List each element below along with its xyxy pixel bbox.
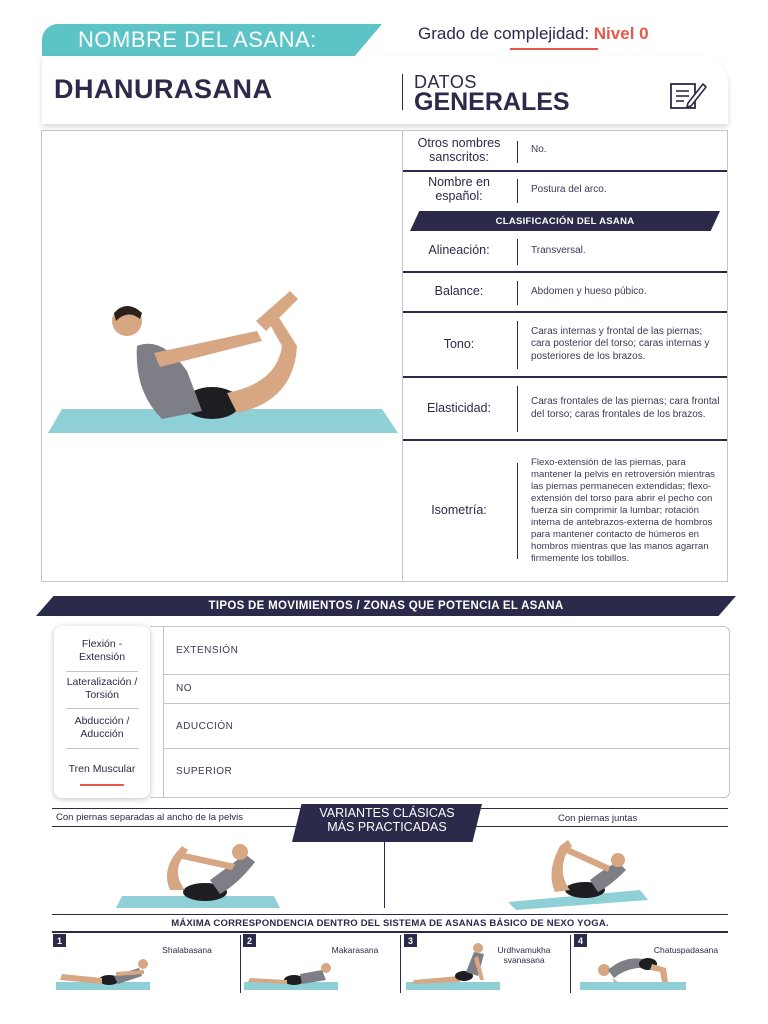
row-elasticidad <box>403 378 727 441</box>
section-title-line1: DATOS <box>414 72 477 92</box>
mov-value-flexion: EXTENSIÓN <box>176 645 239 656</box>
variants-title-line1: VARIANTES CLÁSICAS <box>319 806 455 820</box>
movements-divider <box>163 626 164 798</box>
mov-value-lateralizacion: NO <box>176 683 192 694</box>
row-label: Otros nombres sanscritos: <box>417 135 501 164</box>
row-tick <box>517 281 518 305</box>
row-label: Elasticidad: <box>427 400 491 415</box>
correspondence-number-2: 2 <box>243 934 256 947</box>
dhanurasana-pose-illustration <box>42 131 402 581</box>
mov-value-abduccion: ADUCCIÓN <box>176 721 234 732</box>
correspondence-divider <box>400 935 401 993</box>
row-label: Alineación: <box>428 243 490 258</box>
complexity-underline <box>510 48 598 50</box>
mov-row-line <box>163 748 729 749</box>
correspondence-title: MÁXIMA CORRESPONDENCIA DENTRO DEL SISTEMA DE ASANAS BÁSICO DE NEXO YOGA. <box>171 918 609 929</box>
variants-title-line2: MÁS PRACTICADAS <box>327 820 447 835</box>
mov-row-line <box>163 703 729 704</box>
chatuspadasana-illustration <box>578 946 688 992</box>
correspondence-divider <box>570 935 571 993</box>
correspondence-name-1: Shalabasana <box>162 945 212 955</box>
row-tono <box>403 313 727 378</box>
shalabasana-illustration <box>54 952 154 992</box>
complexity-level: Nivel 0 <box>593 24 649 43</box>
row-value: Postura del arco. <box>531 183 607 195</box>
row-value: Caras frontales de las piernas; cara frontal del torso; caras frontales de los brazos. <box>531 396 720 420</box>
variants-divider <box>384 842 385 908</box>
variant-left-illustration <box>110 832 290 912</box>
urdhvamukha-svanasana-illustration <box>404 940 504 992</box>
correspondence-number-1: 1 <box>53 934 66 947</box>
mov-label-tren: Tren Muscular <box>68 763 136 776</box>
tren-underline <box>80 784 124 786</box>
section-title-line2: GENERALES <box>414 88 570 116</box>
row-label: Isometría: <box>431 503 487 518</box>
correspondence-name-2: Makarasana <box>331 945 379 955</box>
mov-value-tren: SUPERIOR <box>176 766 233 777</box>
row-tick <box>517 141 518 163</box>
mov-label-separator <box>66 748 138 749</box>
row-tick <box>517 239 518 265</box>
variant-right-caption: Con piernas juntas <box>558 813 638 824</box>
mov-label-flexion: Flexión - Extensión <box>78 637 126 663</box>
correspondence-divider <box>240 935 241 993</box>
variants-title <box>292 806 482 835</box>
row-tick <box>517 179 518 203</box>
asana-name: DHANURASANA <box>54 74 273 104</box>
row-tick <box>517 321 518 369</box>
mov-label-lateralizacion: Lateralización / Torsión <box>66 675 138 701</box>
movements-title: TIPOS DE MOVIMIENTOS / ZONAS QUE POTENCIA EL ASANA <box>208 600 564 612</box>
title-banner-text: NOMBRE DEL ASANA: <box>78 27 317 52</box>
header-divider <box>402 74 403 110</box>
correspondence-name-4: Chatuspadasana <box>653 945 719 955</box>
makarasana-illustration <box>242 952 342 992</box>
row-value: Abdomen y hueso púbico. <box>531 285 647 297</box>
row-balance <box>403 273 727 313</box>
row-label: Balance: <box>434 284 484 299</box>
main-photo-frame <box>41 130 403 582</box>
correspondence-line-top <box>52 914 728 915</box>
row-value: Caras internas y frontal de las piernas; cara posterior del torso; caras internas y posteriores de los brazos. <box>531 326 710 362</box>
row-otros-nombres <box>403 131 727 172</box>
variant-left-caption: Con piernas separadas al ancho de la pelvis <box>56 812 243 823</box>
row-tick <box>517 386 518 432</box>
row-label: Tono: <box>443 336 475 351</box>
row-value: Transversal. <box>531 244 586 256</box>
complexity-label <box>418 24 649 44</box>
correspondence-number-3: 3 <box>404 934 417 947</box>
row-nombre-espanol <box>403 172 727 208</box>
classification-title: CLASIFICACIÓN DEL ASANA <box>495 215 635 227</box>
row-alineacion <box>403 231 727 273</box>
correspondence-name-3: Urdhvamukha svanasana <box>497 945 551 966</box>
correspondence-line-bottom <box>52 931 728 933</box>
row-isometria <box>403 441 727 581</box>
mov-row-line <box>163 674 729 675</box>
correspondence-number-4: 4 <box>574 934 587 947</box>
row-label: Nombre en español: <box>428 175 490 203</box>
mov-label-separator <box>66 708 138 709</box>
row-value: Flexo-extensión de las piernas, para mantener la pelvis en retroversión mientras las piernas permanecen extendidas; flexo-extensión del torso para abrir el pecho con fuerza sin comprimir la lumbar; rotación interna de antebrazos-externa de hombros para mantener contacto de húmeros en hombros mientras que las manos agarran firmemente los tobillos. <box>531 457 715 564</box>
document-edit-icon <box>668 78 708 112</box>
row-value: No. <box>531 144 547 156</box>
row-tick <box>517 463 518 559</box>
variant-right-illustration <box>500 832 660 912</box>
complexity-label-text: Grado de complejidad: <box>418 24 590 43</box>
mov-label-abduccion: Abducción / Aducción <box>74 714 130 740</box>
mov-label-separator <box>66 671 138 672</box>
